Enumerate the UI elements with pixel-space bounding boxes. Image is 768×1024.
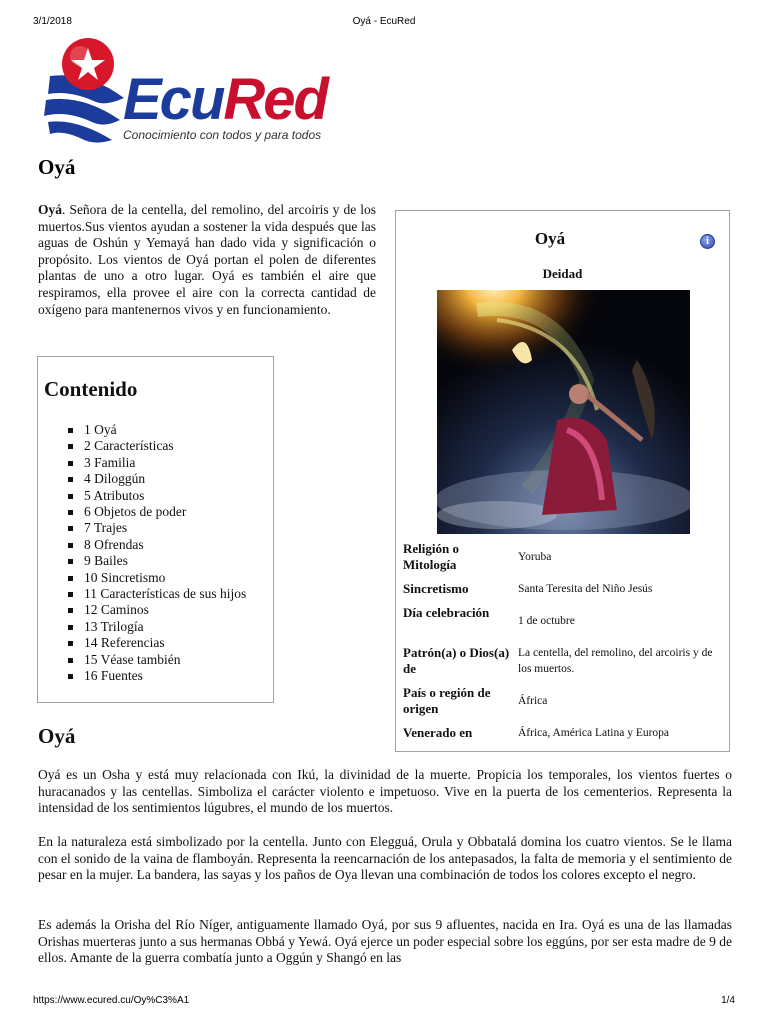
toc-item[interactable]: 1 Oyá — [66, 422, 246, 438]
infobox-label: Religión o Mitología — [403, 541, 459, 572]
infobox-label: Día celebración — [403, 605, 490, 620]
toc-item[interactable]: 5 Atributos — [66, 488, 246, 504]
oya-illustration[interactable] — [437, 290, 690, 534]
toc-item[interactable]: 12 Caminos — [66, 602, 246, 618]
toc-item[interactable]: 6 Objetos de poder — [66, 504, 246, 520]
infobox-label: Patrón(a) o Dios(a) de — [403, 645, 510, 676]
toc-item[interactable]: 4 Diloggún — [66, 471, 246, 487]
infobox-rows — [403, 541, 723, 749]
print-date: 3/1/2018 — [33, 16, 72, 27]
toc-title: Contenido — [44, 377, 138, 401]
infobox-row — [403, 541, 723, 581]
infobox-row — [403, 605, 723, 645]
toc-list — [66, 422, 246, 685]
infobox-title: Oyá — [534, 229, 566, 248]
infobox-row — [403, 685, 723, 725]
infobox-label: Venerado en — [403, 725, 473, 740]
infobox-label: País o región de origen — [403, 685, 491, 716]
infobox-value: África, América Latina y Europa — [518, 727, 670, 739]
body-paragraph: Es además la Orisha del Río Níger, antiguamente llamado Oyá, por sus 9 afluentes, nacida en Ira. Oyá es una de las llamadas Orishas muerteras junto a sus hermanas Obbá y Yewá. Oyá ejerce un poder especial sobre los eggúns, por ser esta madre de 9 de ellos. Amante de la guerra combatía junto a Oggún y Shangó en las — [38, 917, 732, 966]
infobox-row — [403, 725, 723, 749]
infobox-value: Santa Teresita del Niño Jesús — [518, 583, 653, 595]
infobox-row — [403, 645, 723, 685]
toc-item[interactable]: 14 Referencias — [66, 635, 246, 651]
infobox-value: 1 de octubre — [518, 615, 575, 627]
toc-item[interactable]: 9 Bailes — [66, 553, 246, 569]
print-header — [0, 16, 768, 30]
toc-item[interactable]: 3 Familia — [66, 455, 246, 471]
toc-item[interactable]: 10 Sincretismo — [66, 570, 246, 586]
infobox-label: Sincretismo — [403, 581, 469, 596]
info-icon[interactable]: i — [700, 234, 715, 249]
section-heading-oya: Oyá — [38, 724, 76, 748]
logo-wordmark: EcuRed — [123, 67, 327, 132]
infobox-subtitle: Deidad — [542, 266, 583, 281]
infobox-value: África — [518, 695, 548, 707]
infobox — [395, 210, 730, 752]
print-url: https://www.ecured.cu/Oy%C3%A1 — [33, 995, 190, 1006]
body-paragraph: Oyá es un Osha y está muy relacionada con Ikú, la divinidad de la muerte. Propicia los temporales, los vientos fuertes o huracanados y las centellas. Simboliza el carácter violento e impetuoso. Vive en la puerta de los cementerios. Representa la intensidad de los sentimientos lúgubres, el mundo de los muertos. — [38, 767, 732, 816]
page-title: Oyá — [38, 155, 76, 179]
print-footer — [0, 995, 768, 1009]
intro-text: . Señora de la centella, del remolino, del arcoiris y de los muertos.Sus vientos ayudan a sostener la vida después que las aguas de Oshún y Yemayá han dado vida y significación o propósito. Los vientos de Oyá portan el polen de diferentes plantas de uno a otro lugar. Oyá es también el aire que respiramos, ella provee el aire con la correcta cantidad de oxígeno para mantenernos vivos y en funcionamiento. — [38, 202, 376, 317]
infobox-value: La centella, del remolino, del arcoiris y de los muertos. — [518, 647, 713, 675]
body-paragraph: En la naturaleza está simbolizado por la centella. Junto con Elegguá, Orula y Obbatalá domina los cuatro vientos. Se le llama con el sonido de la vaina de flamboyán. Representa la reencarnación de los antepasados, la falta de memoria y el sentimiento de pesar en la mujer. La bandera, las sayas y los paños de Oya llevan una combinación de todos los colores excepto el negro. — [38, 834, 732, 883]
toc-item[interactable]: 13 Trilogía — [66, 619, 246, 635]
logo-tagline: Conocimiento con todos y para todos — [123, 128, 322, 142]
print-page-number: 1/4 — [721, 995, 735, 1006]
intro-bold-term: Oyá — [38, 202, 63, 217]
toc-item[interactable]: 8 Ofrendas — [66, 537, 246, 553]
toc-item[interactable]: 7 Trajes — [66, 520, 246, 536]
table-of-contents — [37, 356, 274, 703]
ecured-logo[interactable] — [36, 36, 356, 146]
toc-item[interactable]: 16 Fuentes — [66, 668, 246, 684]
intro-paragraph — [38, 202, 376, 318]
infobox-row — [403, 581, 723, 605]
toc-item[interactable]: 11 Características de sus hijos — [66, 586, 246, 602]
print-title: Oyá - EcuRed — [352, 16, 416, 27]
toc-item[interactable]: 2 Características — [66, 438, 246, 454]
infobox-value: Yoruba — [518, 551, 552, 563]
toc-item[interactable]: 15 Véase también — [66, 652, 246, 668]
